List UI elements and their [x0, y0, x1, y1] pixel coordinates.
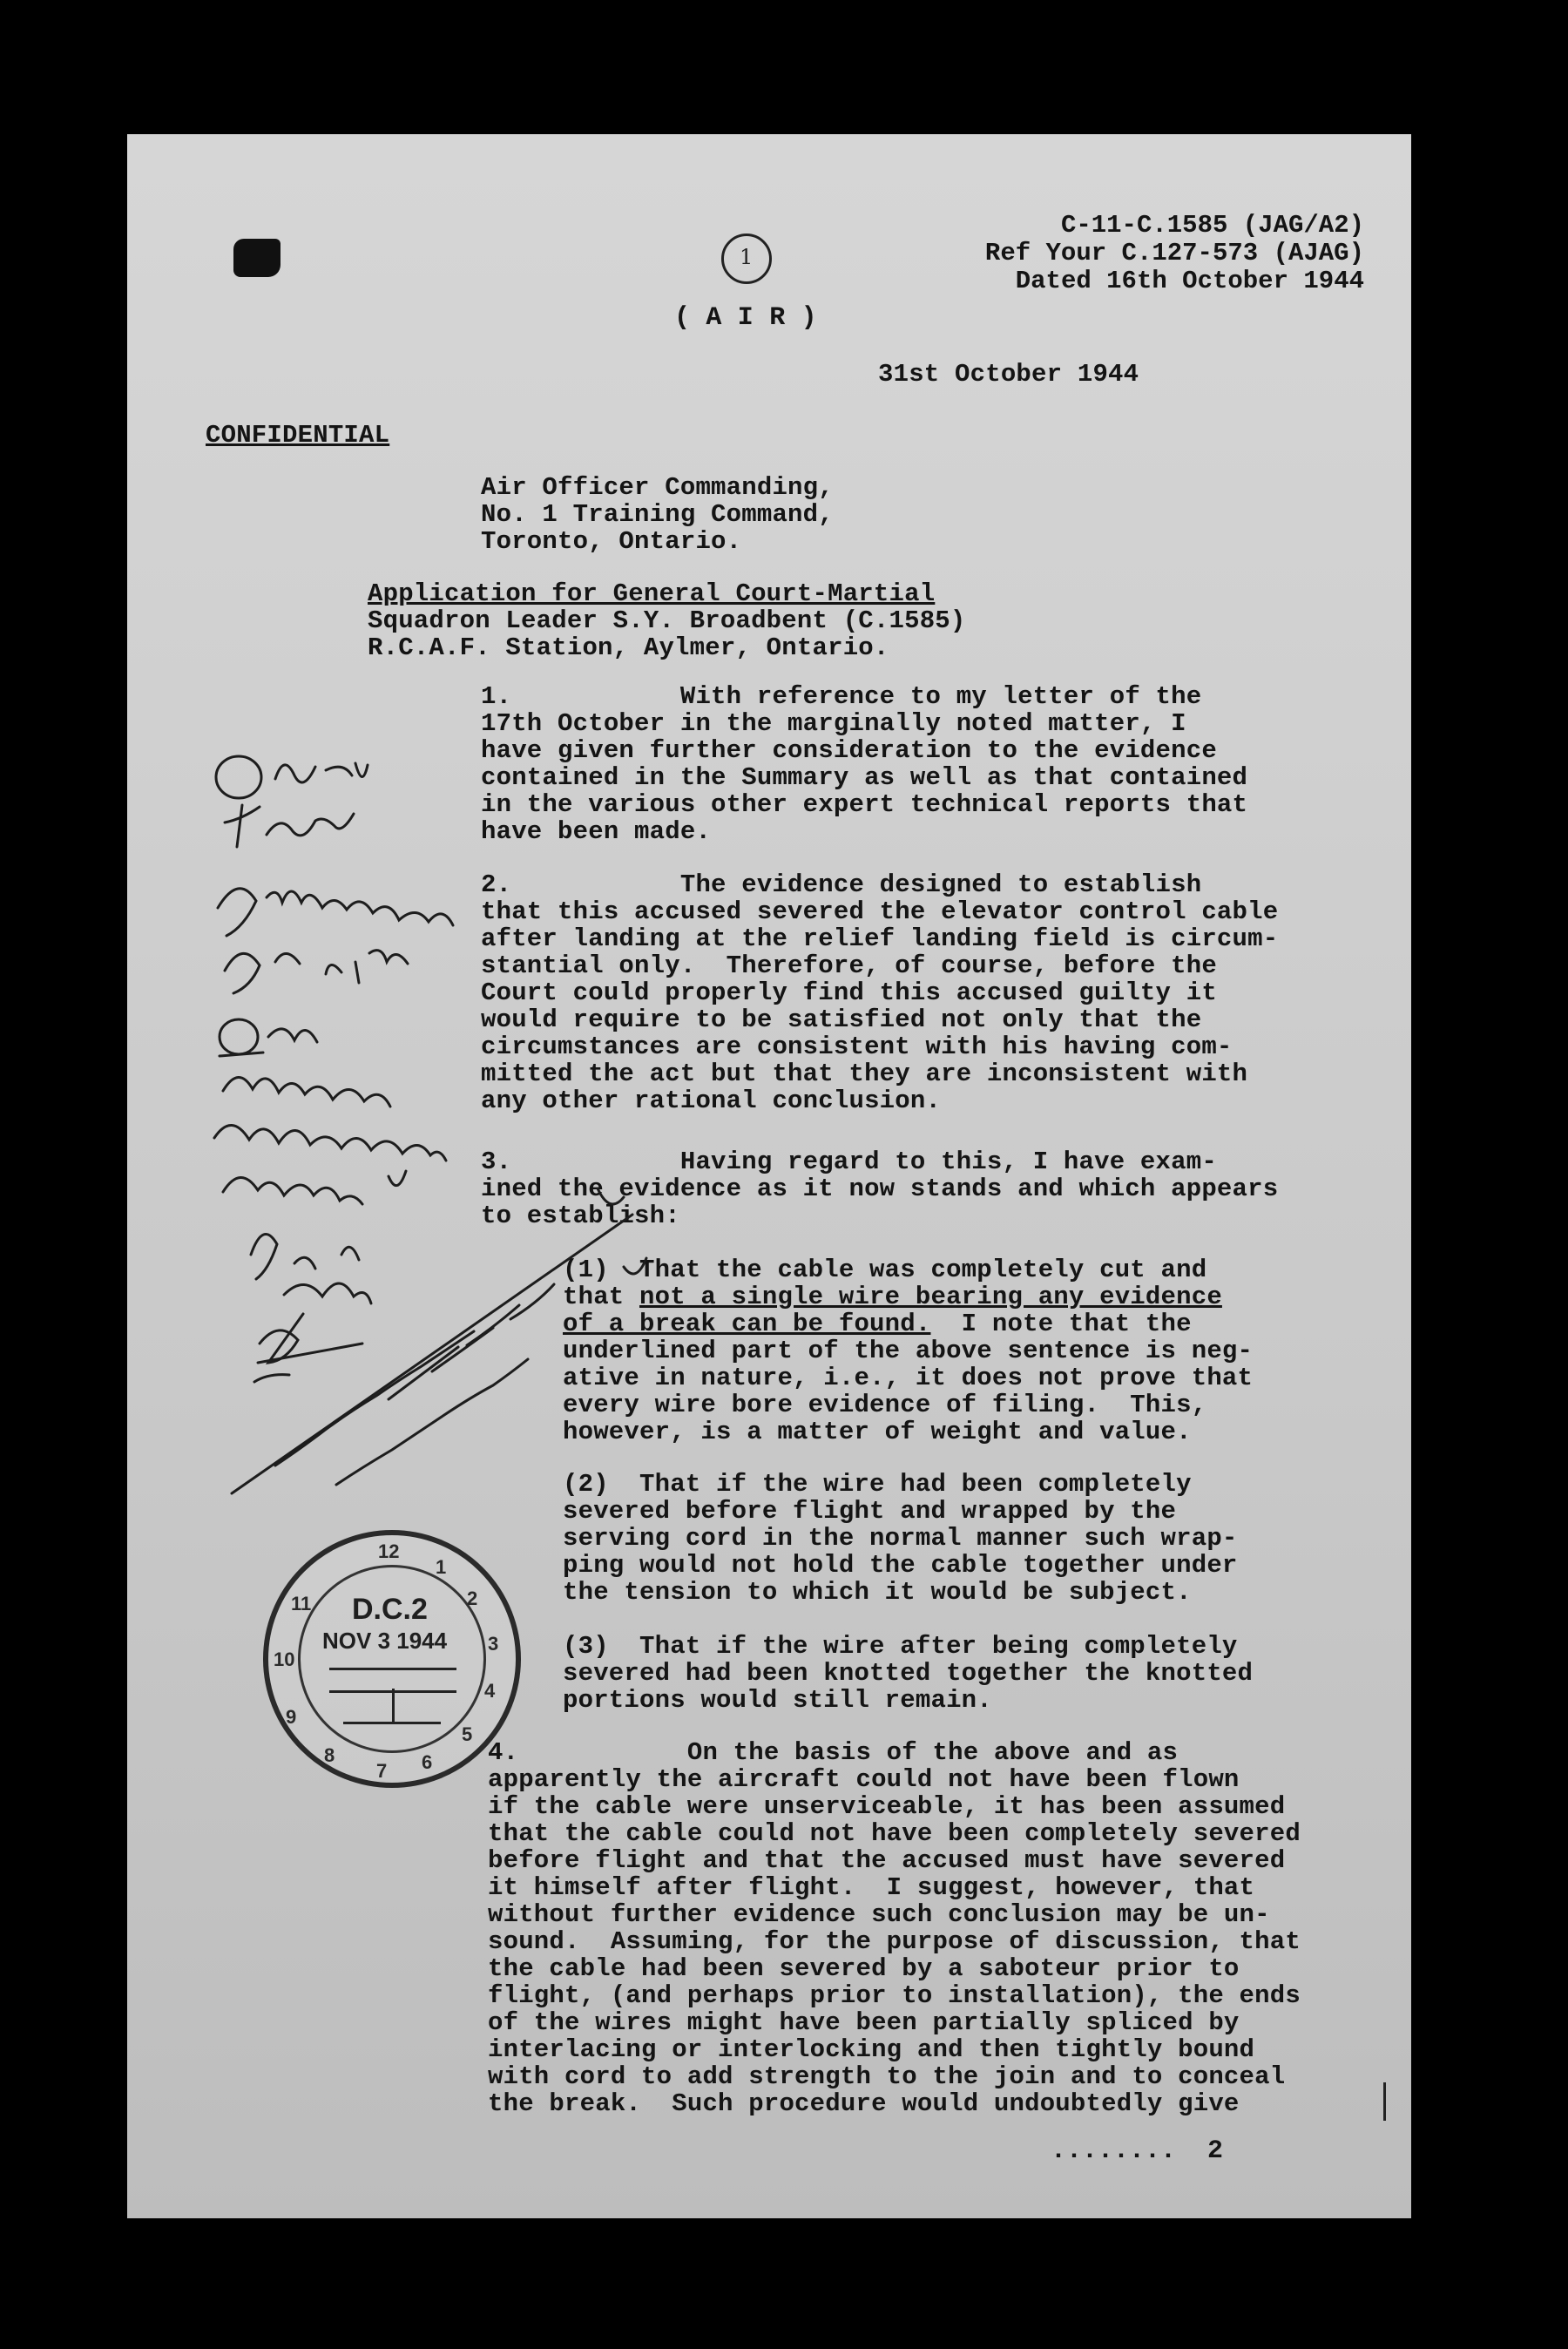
addressee-line: Air Officer Commanding,	[481, 473, 834, 502]
paragraph-3: 3. Having regard to this, I have exam- ined the evidence as it now stands and which appears to establish:	[481, 1147, 1279, 1230]
stamp-rule	[392, 1689, 395, 1723]
stamp-rim-number: 11	[291, 1593, 312, 1615]
stamp-date: NOV 3 1944	[322, 1628, 448, 1654]
document-page	[127, 134, 1411, 2218]
strikethrough-stroke	[232, 1215, 632, 1493]
stamp-rule	[343, 1722, 441, 1724]
stamp-rim-number: 1	[436, 1556, 447, 1578]
handwriting-stroke	[220, 1029, 390, 1107]
handwriting-stroke	[225, 805, 354, 847]
classification-label: CONFIDENTIAL	[206, 421, 390, 450]
service-heading: ( A I R )	[674, 303, 817, 333]
circled-number-text: 1	[740, 245, 754, 269]
handwritten-annotations	[127, 134, 1411, 2218]
your-reference: Ref Your C.127-573 (AJAG)	[984, 239, 1364, 267]
item-1-text: I note that the underlined part of the above sentence is neg- ative in nature, i.e., it does not prove that every wire bore evidence of filing. This, however, is a matter of weight and value.	[563, 1310, 1254, 1446]
file-reference: C-11-C.1585 (JAG/A2)	[1060, 211, 1364, 240]
stamp-rim-number: 3	[488, 1633, 499, 1655]
strikethrough-stroke	[258, 1344, 362, 1363]
letter-date: 31st October 1944	[878, 360, 1139, 389]
stamp-rim-number: 6	[422, 1751, 433, 1773]
subject-title: Application for General Court-Martial	[368, 579, 936, 608]
addressee-line: Toronto, Ontario.	[481, 527, 742, 556]
addressee-line: No. 1 Training Command,	[481, 500, 834, 529]
evidence-item-3: (3) That if the wire after being completely severed had been knotted together the knotted portions would still remain.	[563, 1632, 1254, 1715]
handwriting-stroke	[223, 1171, 406, 1204]
stamp-rim-number: 12	[378, 1540, 400, 1562]
reference-date: Dated 16th October 1944	[1015, 267, 1364, 295]
handwriting-stroke	[336, 1359, 528, 1485]
handwriting-stroke	[225, 951, 408, 993]
handwriting-stroke	[218, 889, 453, 936]
handwriting-stroke	[275, 763, 368, 782]
handwriting-stroke	[254, 1314, 303, 1382]
subject-person: Squadron Leader S.Y. Broadbent (C.1585)	[368, 606, 966, 635]
continuation-marker: ........ 2	[1051, 2136, 1224, 2166]
paragraph-1: 1. With reference to my letter of the 17th October in the marginally noted matter, I have given further consideration to the evidence contained in the Summary as well as that contained in the various other expert technical reports that have been made.	[481, 682, 1248, 846]
paragraph-4: 4. On the basis of the above and as apparently the aircraft could not have been flown if the cable were unserviceable, it has been assumed that the cable could not have been completely severed before flight and that the accused must have severed it himself after flight. I suggest, however, that without further evidence such conclusion may be un- sound. Assuming, for the purpose of discussion, that the cable had been severed by a saboteur prior to flight, (and perhaps prior to installation), the ends of the wires might have been partially spliced by interlacing or interlocking and then tightly bound with cord to add strength to the join and to conceal the break. Such procedure would undoubtedly give	[488, 1738, 1301, 2118]
stamp-office-code: D.C.2	[352, 1593, 428, 1626]
stamp-rim-number: 7	[376, 1760, 388, 1782]
item-1-underlined: not a single wire bearing any evidence	[639, 1283, 1222, 1311]
item-1-text: (1) That the cable was completely cut and that	[563, 1256, 1207, 1311]
stamp-rim-number: 8	[324, 1744, 335, 1766]
stamp-rim-number: 2	[467, 1587, 478, 1609]
stamp-rim-number: 9	[286, 1706, 297, 1728]
handwritten-circle	[216, 756, 261, 798]
receipt-date-stamp	[263, 1530, 521, 1788]
handwriting-stroke	[214, 1125, 446, 1161]
subject-station: R.C.A.F. Station, Aylmer, Ontario.	[368, 633, 889, 662]
item-1-underlined: of a break can be found.	[563, 1310, 931, 1338]
handwriting-stroke	[251, 1234, 359, 1279]
stamp-rim-number: 5	[462, 1723, 473, 1745]
paragraph-2: 2. The evidence designed to establish that this accused severed the elevator control cable after landing at the relief landing field is circum- stantial only. Therefore, of course, before the Court could properly find this accused guilty it would require to be satisfied not only that the circumstances are consistent with his having com- mitted the act but that they are inconsistent with any other rational conclusion.	[481, 870, 1279, 1115]
stamp-rim-number: 10	[274, 1648, 295, 1670]
stamp-rim-number: 4	[484, 1680, 496, 1702]
handwriting-stroke	[284, 1283, 371, 1303]
handwritten-circle	[220, 1019, 258, 1054]
evidence-item-2: (2) That if the wire had been completely severed before flight and wrapped by the serving cord in the normal manner such wrap- ping would not hold the cable together under the tension to which it would be subject.	[563, 1470, 1238, 1607]
stamp-rule	[329, 1668, 456, 1670]
